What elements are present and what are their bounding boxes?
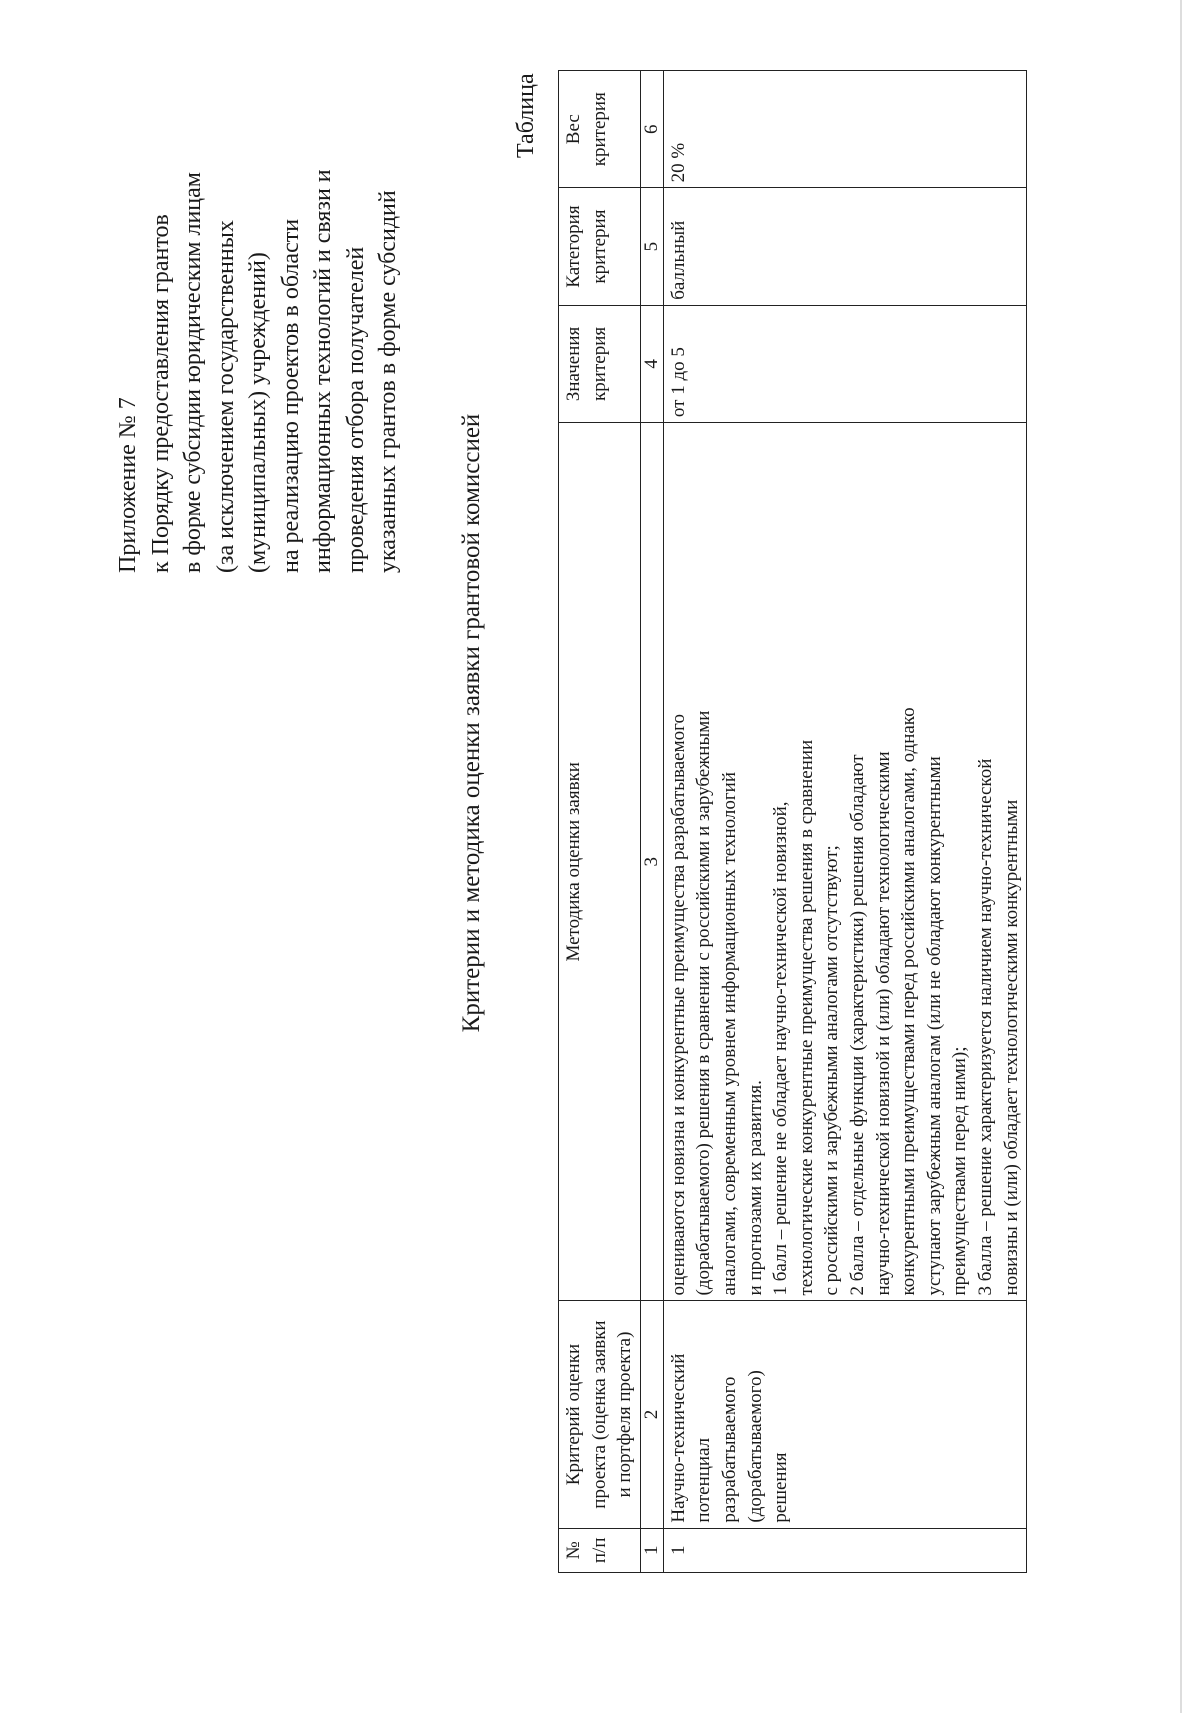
method-line: новизны и (или) обладает технологическими конкурентными	[1000, 799, 1022, 1296]
appendix-line: (муниципальных) учреждений)	[245, 252, 271, 573]
criterion-line: разрабатываемого	[718, 1376, 740, 1523]
method-line: 2 балла – отдельные функции (характеристики) решения обладают	[846, 754, 868, 1296]
column-number: 3	[640, 423, 663, 1301]
criterion-line: решения	[770, 1452, 792, 1523]
column-number: 4	[640, 305, 663, 422]
method-line: (дорабатываемого) решения в сравнении с российскими и зарубежными	[693, 710, 715, 1296]
criterion-line: потенциал	[693, 1437, 715, 1523]
criterion-line: Научно-технический	[667, 1353, 689, 1523]
table-row	[663, 71, 1026, 1573]
appendix-line: в форме субсидии юридическим лицам	[180, 172, 206, 573]
method-line: технологические конкурентные преимущества решения в сравнении	[795, 739, 817, 1296]
appendix-line: Приложение № 7	[115, 397, 141, 573]
criteria-table	[558, 70, 1027, 1573]
values-cell: от 1 до 5	[663, 305, 1026, 422]
method-line: 1 балл – решение не обладает научно-технической новизной,	[770, 801, 792, 1296]
table-header-row	[559, 71, 641, 1573]
header-criterion	[559, 1301, 641, 1528]
row-number: 1	[663, 1528, 1026, 1572]
category-cell: балльный	[663, 188, 1026, 305]
header-text: Вес	[563, 114, 584, 145]
column-number: 2	[640, 1301, 663, 1528]
method-line: оцениваются новизна и конкурентные преимущества разрабатываемого	[667, 714, 689, 1296]
appendix-line: (за исключением государственных	[212, 220, 239, 573]
weight-cell: 20 %	[663, 71, 1026, 188]
header-text: критерия	[588, 92, 610, 167]
column-number-row	[640, 71, 663, 1573]
appendix-line: информационных технологий и связи и	[310, 169, 336, 573]
appendix-line: на реализацию проектов в области	[277, 218, 304, 573]
header-text: Критерий оценки	[563, 1343, 584, 1486]
criterion-line: (дорабатываемого)	[744, 1370, 766, 1523]
header-text: п/п	[588, 1537, 610, 1564]
header-text: и портфеля проекта)	[614, 1331, 636, 1498]
scan-edge-line	[1180, 0, 1182, 1713]
method-line: преимуществами перед ними);	[949, 1046, 971, 1296]
header-num	[559, 1528, 641, 1572]
header-weight	[559, 71, 641, 188]
method-line: уступают зарубежным аналогам (или не обладают конкурентными	[923, 756, 945, 1296]
appendix-line: указанных грантов в форме субсидий	[375, 190, 401, 573]
header-text: №	[563, 1541, 584, 1560]
header-text: критерия	[588, 326, 610, 401]
header-category	[559, 188, 641, 305]
method-line: и прогнозами их развития.	[744, 1080, 766, 1296]
document-title: Критерии и методика оценки заявки грантовой комиссией	[458, 413, 485, 1033]
column-number: 5	[640, 188, 663, 305]
header-text: Значения	[563, 326, 584, 402]
method-line: аналогами, современным уровнем информационных технологий	[718, 771, 740, 1296]
header-method	[559, 423, 641, 1301]
table-caption: Таблица	[513, 73, 539, 158]
column-number: 1	[640, 1528, 663, 1572]
header-text: критерия	[588, 209, 610, 284]
appendix-line: проведения отбора получателей	[342, 246, 369, 573]
header-values	[559, 305, 641, 422]
method-line: научно-технической новизной и (или) обладают технологическими	[872, 751, 894, 1296]
method-line: с российскими и зарубежными аналогами отсутствуют;	[821, 845, 843, 1296]
appendix-header	[112, 3, 405, 573]
method-line: конкурентными преимуществами перед российскими аналогами, однако	[898, 707, 920, 1296]
header-text: Методика оценки заявки	[563, 762, 584, 962]
criterion-cell	[663, 1301, 1026, 1528]
column-number: 6	[640, 71, 663, 188]
method-line: 3 балла – решение характеризуется наличием научно-технической	[974, 758, 996, 1296]
header-text: проекта (оценка заявки	[588, 1320, 610, 1509]
header-text: Категория	[563, 205, 584, 288]
appendix-line: к Порядку предоставления грантов	[147, 214, 174, 573]
method-cell	[663, 423, 1026, 1301]
